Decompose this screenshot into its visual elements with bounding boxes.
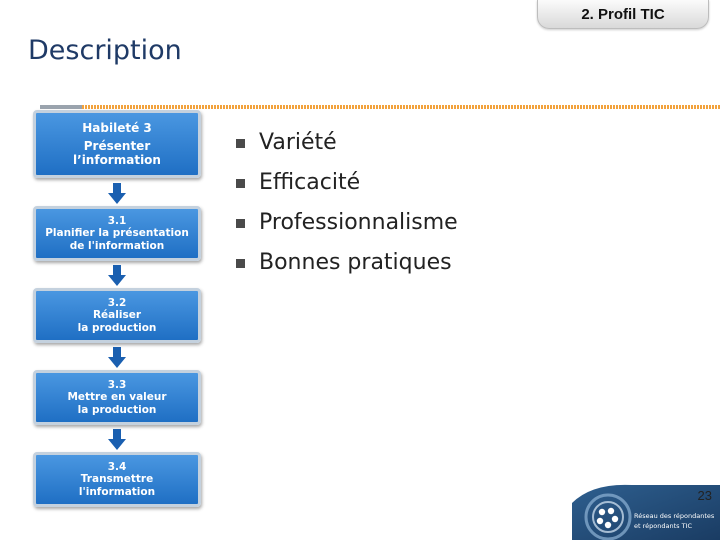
flow-step-line1: Mettre en valeur bbox=[67, 391, 167, 404]
flow-step-line2: la production bbox=[77, 321, 157, 334]
bullet-text: Efficacité bbox=[259, 169, 361, 195]
flow-step-number: 3.4 bbox=[107, 460, 127, 473]
flow-box-step-3-3 bbox=[33, 370, 201, 425]
flow-step-number: 3.3 bbox=[107, 378, 127, 391]
flow-step-number: 3.2 bbox=[107, 296, 127, 309]
flow-arrow-down-icon bbox=[108, 347, 126, 369]
square-bullet-icon bbox=[236, 259, 245, 268]
flow-step-line1: Transmettre bbox=[80, 473, 154, 486]
flow-step-line2: de l'information bbox=[69, 239, 165, 252]
logo-line2: et répondants TIC bbox=[634, 522, 693, 530]
flow-main-line1: Présenter bbox=[83, 139, 151, 153]
flow-step-line2: la production bbox=[77, 403, 157, 416]
flow-step-number: 3.1 bbox=[107, 214, 127, 227]
title-rule bbox=[82, 105, 720, 109]
flow-step-line1: Planifier la présentation bbox=[45, 227, 189, 240]
bullet-text: Variété bbox=[259, 129, 337, 155]
square-bullet-icon bbox=[236, 139, 245, 148]
logo-line1: Réseau des répondantes bbox=[634, 512, 715, 520]
bullet-text: Professionnalisme bbox=[259, 209, 458, 235]
title-rule-left bbox=[40, 105, 82, 109]
section-tab-label: 2. Profil TIC bbox=[581, 5, 665, 23]
slide-title: Description bbox=[28, 35, 182, 66]
flow-box-step-3-2 bbox=[33, 288, 201, 343]
bullet-list bbox=[236, 122, 458, 282]
flow-box-main bbox=[33, 110, 201, 178]
bullet-item bbox=[236, 242, 458, 282]
section-tab bbox=[537, 0, 709, 29]
flow-step-line1: Réaliser bbox=[92, 309, 142, 322]
flow-main-line2: l’information bbox=[73, 153, 161, 167]
flow-box-step-3-1 bbox=[33, 206, 201, 261]
flow-main-header: Habileté 3 bbox=[82, 121, 152, 135]
flow-box-step-3-4 bbox=[33, 452, 201, 507]
bullet-text: Bonnes pratiques bbox=[259, 249, 452, 275]
flow-step-line2: l'information bbox=[78, 485, 156, 498]
bullet-item bbox=[236, 122, 458, 162]
page-number: 23 bbox=[697, 488, 712, 503]
flow-arrow-down-icon bbox=[108, 429, 126, 451]
square-bullet-icon bbox=[236, 179, 245, 188]
square-bullet-icon bbox=[236, 219, 245, 228]
bullet-item bbox=[236, 202, 458, 242]
flow-arrow-down-icon bbox=[108, 183, 126, 205]
bullet-item bbox=[236, 162, 458, 202]
flow-arrow-down-icon bbox=[108, 265, 126, 287]
